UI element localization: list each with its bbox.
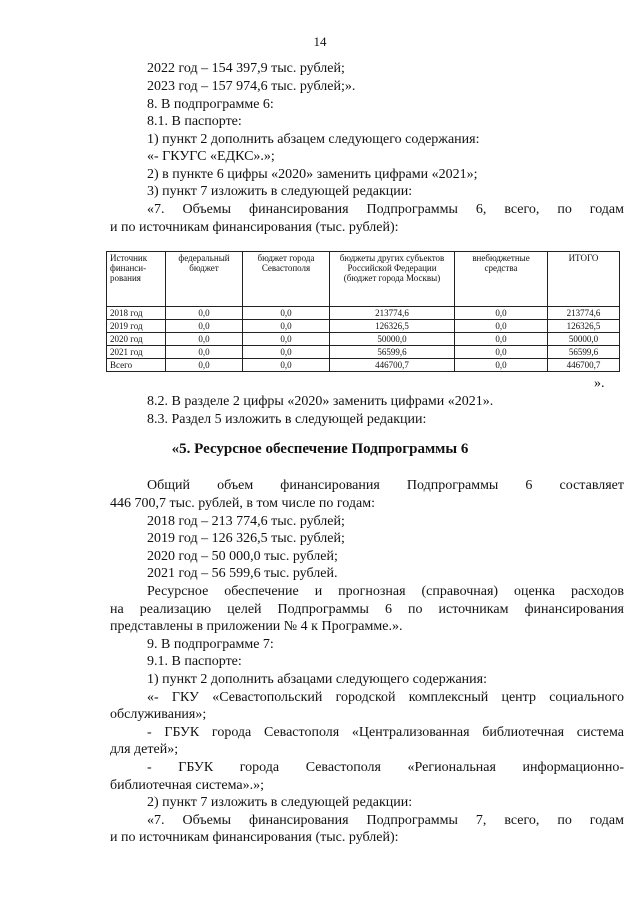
text-line: 2023 год – 157 974,6 тыс. рублей;». [147,79,356,94]
table-cell: 213774,6 [330,307,455,320]
text-line: Общий объем финансирования Подпрограммы 6 составляет [147,478,624,493]
table-cell: 56599,6 [330,346,455,359]
table-cell: 446700,7 [548,359,620,372]
text-line: Ресурсное обеспечение и прогнозная (справочная) оценка расходов [147,584,624,599]
text-line: для детей»; [110,742,179,757]
text-line: 8.1. В паспорте: [147,114,242,129]
table-header-cell: ИТОГО [548,252,620,307]
table-row [107,359,620,372]
table-header-row [107,252,620,307]
table-cell: 0,0 [455,307,548,320]
table-cell: 2021 год [107,346,166,359]
text-line: представлены в приложении № 4 к Программе.». [110,619,403,634]
table-cell: 126326,5 [330,320,455,333]
table-cell: 0,0 [166,307,243,320]
table-cell: 126326,5 [548,320,620,333]
table-cell: 0,0 [243,307,330,320]
closing-quote: ». [594,376,605,391]
table-row [107,307,620,320]
text-line: «7. Объемы финансирования Подпрограммы 7, всего, по годам [147,813,624,828]
table-header-cell: федеральный бюджет [166,252,243,307]
table-cell: 50000,0 [548,333,620,346]
table-cell: 2018 год [107,307,166,320]
text-line: 9. В подпрограмме 7: [147,637,274,652]
table-header-cell: Источник финанси-рования [107,252,166,307]
table-cell: 0,0 [166,359,243,372]
text-line: 1) пункт 2 дополнить абзацем следующего содержания: [147,132,480,147]
table-cell: 0,0 [455,346,548,359]
table-header-cell: бюджеты других субъектов Российской Федерации (бюджет города Москвы) [330,252,455,307]
table-cell: 0,0 [455,320,548,333]
table-cell: 2019 год [107,320,166,333]
table-header-cell: бюджет города Севастополя [243,252,330,307]
table-cell: 0,0 [243,359,330,372]
text-line: обслуживания»; [110,707,207,722]
text-line: и по источникам финансирования (тыс. рублей): [110,830,399,845]
text-line: 2020 год – 50 000,0 тыс. рублей; [147,549,338,564]
financing-table [106,251,620,372]
table-cell: 0,0 [243,346,330,359]
table-row [107,333,620,346]
text-line: библиотечная система».»; [110,778,264,793]
text-line: 2022 год – 154 397,9 тыс. рублей; [147,61,345,76]
table-cell: 0,0 [455,359,548,372]
text-line: 2018 год – 213 774,6 тыс. рублей; [147,514,345,529]
table-cell: 0,0 [166,333,243,346]
text-line: 8.2. В разделе 2 цифры «2020» заменить цифрами «2021». [147,394,494,409]
text-line: 8. В подпрограмме 6: [147,97,274,112]
text-line: «- ГКУГС «ЕДКС».»; [147,149,275,164]
text-line: - ГБУК города Севастополя «Региональная информационно- [147,760,624,775]
table-cell: 50000,0 [330,333,455,346]
table-row [107,346,620,359]
text-line: 2) в пункте 6 цифры «2020» заменить цифрами «2021»; [147,167,478,182]
table-cell: 0,0 [166,346,243,359]
text-line: 8.3. Раздел 5 изложить в следующей редакции: [147,412,427,427]
table-cell: 0,0 [243,320,330,333]
table-cell: 0,0 [166,320,243,333]
text-line: «- ГКУ «Севастопольский городской комплексный центр социального [147,690,624,705]
text-line: и по источникам финансирования (тыс. рублей): [110,220,399,235]
table-cell: 0,0 [455,333,548,346]
text-line: 446 700,7 тыс. рублей, в том числе по годам: [110,496,375,511]
table-cell: 0,0 [243,333,330,346]
table-header-cell: внебюджетные средства [455,252,548,307]
text-line: 2019 год – 126 326,5 тыс. рублей; [147,531,345,546]
text-line: «7. Объемы финансирования Подпрограммы 6, всего, по годам [147,202,624,217]
table-cell: 2020 год [107,333,166,346]
text-line: 1) пункт 2 дополнить абзацами следующего содержания: [147,672,487,687]
section-heading: «5. Ресурсное обеспечение Подпрограммы 6 [171,441,469,457]
table-cell: 56599,6 [548,346,620,359]
text-line: - ГБУК города Севастополя «Централизованная библиотечная система [147,725,624,740]
text-line: 2021 год – 56 599,6 тыс. рублей. [147,566,338,581]
table-cell: 213774,6 [548,307,620,320]
text-line: 3) пункт 7 изложить в следующей редакции: [147,184,413,199]
page-number: 14 [313,34,327,49]
text-line: на реализацию целей Подпрограммы 6 по источникам финансирования [110,602,624,617]
text-line: 9.1. В паспорте: [147,654,242,669]
table-cell: 446700,7 [330,359,455,372]
text-line: 2) пункт 7 изложить в следующей редакции: [147,795,413,810]
table-cell: Всего [107,359,166,372]
table-row [107,320,620,333]
